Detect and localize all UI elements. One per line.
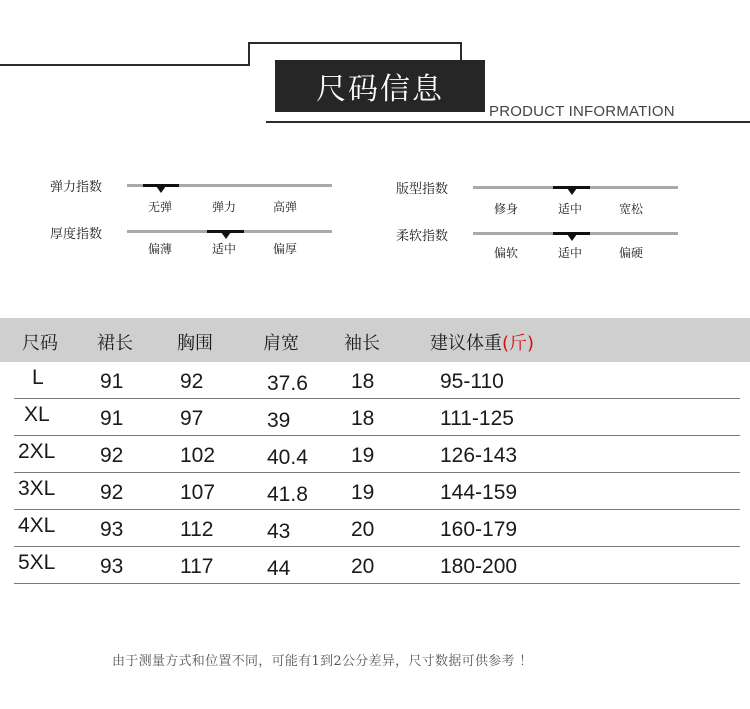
index-option: 适中 xyxy=(212,242,237,256)
cell-shoulder: 41.8 xyxy=(267,483,308,506)
cell-shoulder: 39 xyxy=(267,409,291,432)
cell-weight: 126-143 xyxy=(440,444,518,467)
cell-size: L xyxy=(32,366,44,389)
index-option: 高弹 xyxy=(273,200,298,214)
index-label-softness: 柔软指数 xyxy=(396,229,449,244)
index-label-thickness: 厚度指数 xyxy=(50,227,103,242)
table-row xyxy=(14,399,740,436)
cell-chest: 112 xyxy=(180,518,214,541)
cell-sleeve: 18 xyxy=(351,407,375,430)
cell-weight: 180-200 xyxy=(440,555,518,578)
table-row xyxy=(14,510,740,547)
index-option: 弹力 xyxy=(212,200,237,214)
cell-chest: 92 xyxy=(180,370,204,393)
title-line-right xyxy=(266,121,750,123)
index-option: 偏厚 xyxy=(273,242,298,256)
title-line-top xyxy=(248,42,462,44)
table-row xyxy=(14,473,740,510)
cell-length: 91 xyxy=(100,370,124,393)
cell-shoulder: 44 xyxy=(267,557,291,580)
page-title: 尺码信息 xyxy=(275,60,485,112)
column-header-shoulder: 肩宽 xyxy=(263,333,299,354)
index-option: 修身 xyxy=(494,202,519,216)
index-option: 偏软 xyxy=(494,246,519,260)
title-line-vertical-right xyxy=(460,42,462,62)
cell-sleeve: 19 xyxy=(351,444,375,467)
cell-length: 93 xyxy=(100,555,124,578)
column-header-length: 裙长 xyxy=(97,333,133,354)
title-line-vertical-left xyxy=(248,42,250,66)
cell-chest: 102 xyxy=(180,444,216,467)
index-marker-thickness xyxy=(207,230,244,233)
cell-chest: 117 xyxy=(180,555,214,578)
column-header-weight xyxy=(430,329,534,355)
cell-shoulder: 37.6 xyxy=(267,372,308,395)
cell-shoulder: 43 xyxy=(267,520,291,543)
cell-sleeve: 20 xyxy=(351,555,375,578)
index-option: 偏硬 xyxy=(619,246,644,260)
cell-sleeve: 19 xyxy=(351,481,375,504)
index-label-fit: 版型指数 xyxy=(396,182,449,197)
cell-size: 5XL xyxy=(18,551,56,574)
weight-unit: (斤) xyxy=(502,333,535,354)
cell-length: 92 xyxy=(100,444,124,467)
index-marker-softness xyxy=(553,232,590,235)
index-option: 无弹 xyxy=(148,200,173,214)
cell-sleeve: 20 xyxy=(351,518,375,541)
cell-chest: 97 xyxy=(180,407,204,430)
cell-length: 92 xyxy=(100,481,124,504)
cell-length: 91 xyxy=(100,407,124,430)
cell-chest: 107 xyxy=(180,481,216,504)
measurement-note: 由于测量方式和位置不同，可能有1到2公分差异，尺寸数据可供参考 ！ xyxy=(112,654,533,669)
column-header-sleeve: 袖长 xyxy=(344,333,380,354)
cell-size: 3XL xyxy=(18,477,56,500)
weight-label: 建议体重 xyxy=(430,333,502,354)
index-marker-elasticity xyxy=(143,184,179,187)
index-label-elasticity: 弹力指数 xyxy=(50,180,103,195)
cell-weight: 160-179 xyxy=(440,518,518,541)
cell-sleeve: 18 xyxy=(351,370,375,393)
cell-length: 93 xyxy=(100,518,124,541)
column-header-size: 尺码 xyxy=(22,333,58,354)
cell-weight: 111-125 xyxy=(440,407,514,430)
column-header-chest: 胸围 xyxy=(177,333,213,354)
cell-shoulder: 40.4 xyxy=(267,446,308,469)
table-row xyxy=(14,436,740,473)
cell-weight: 144-159 xyxy=(440,481,518,504)
index-option: 偏薄 xyxy=(148,242,173,256)
index-option: 适中 xyxy=(558,202,583,216)
table-header xyxy=(0,318,750,362)
table-row xyxy=(14,362,740,399)
index-marker-fit xyxy=(553,186,590,189)
index-option: 适中 xyxy=(558,246,583,260)
cell-size: XL xyxy=(24,403,50,426)
title-line-left xyxy=(0,64,250,66)
cell-size: 2XL xyxy=(18,440,56,463)
cell-size: 4XL xyxy=(18,514,56,537)
index-option: 宽松 xyxy=(619,202,644,216)
table-row xyxy=(14,547,740,584)
page-subtitle: PRODUCT INFORMATION xyxy=(489,103,675,120)
cell-weight: 95-110 xyxy=(440,370,504,393)
